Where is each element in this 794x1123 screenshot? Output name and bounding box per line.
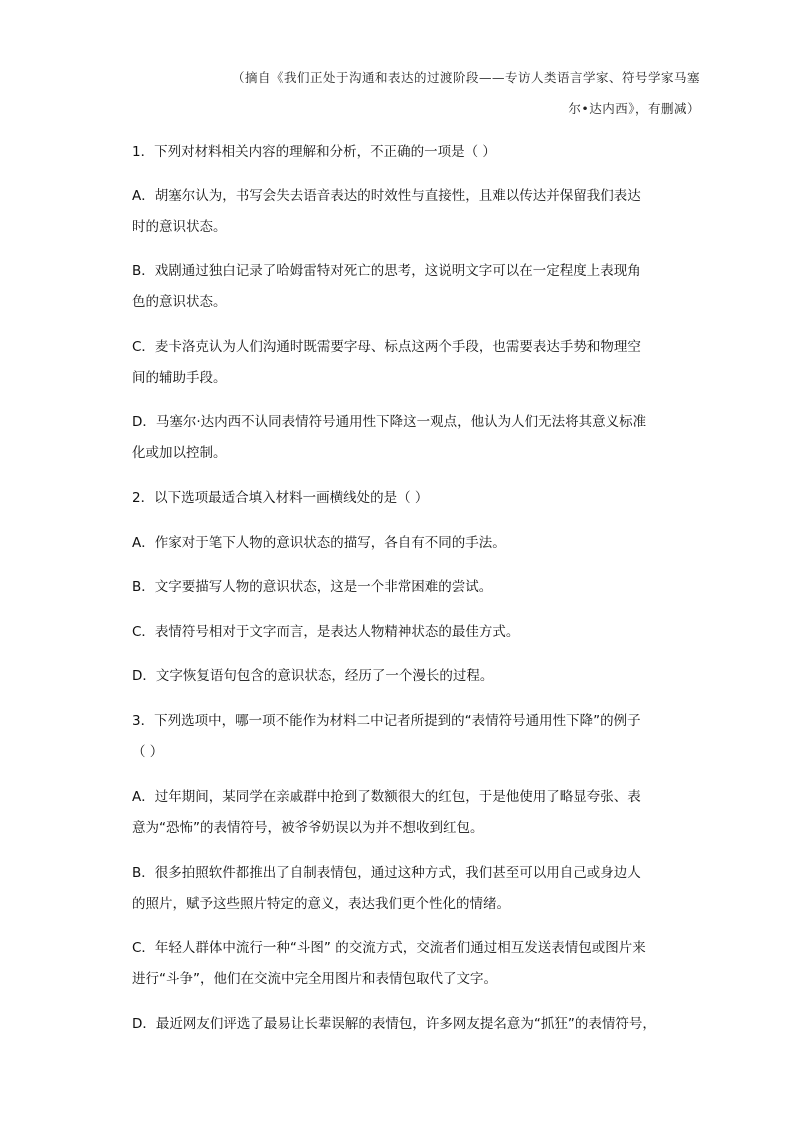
question-3-stem-cont: （ ） xyxy=(132,744,164,760)
source-citation-line-1: （摘自《我们正处于沟通和表达的过渡阶段——专访人类语言学家、符号学家马塞 xyxy=(231,70,700,85)
question-3-option-c: C．年轻人群体中流行一种“斗图” 的交流方式，交流者们通过相互发送表情包或图片来 xyxy=(132,940,646,956)
question-2-option-d: D．文字恢复语句包含的意识状态，经历了一个漫长的过程。 xyxy=(132,668,494,684)
question-2-option-c: C．表情符号相对于文字而言，是表达人物精神状态的最佳方式。 xyxy=(132,624,520,640)
question-2-option-a: A．作家对于笔下人物的意识状态的描写，各自有不同的手法。 xyxy=(132,535,506,551)
question-2-option-b: B．文字要描写人物的意识状态，这是一个非常困难的尝试。 xyxy=(132,579,493,595)
question-1-option-d: D．马塞尔·达内西不认同表情符号通用性下降这一观点，他认为人们无法将其意义标准 xyxy=(132,414,647,430)
question-3-option-b: B．很多拍照软件都推出了自制表情包，通过这种方式，我们甚至可以用自己或身边人 xyxy=(132,865,641,881)
question-1-stem: 1．下列对材料相关内容的理解和分析，不正确的一项是（ ） xyxy=(132,144,496,160)
question-1-option-c-cont: 间的辅助手段。 xyxy=(132,370,227,386)
question-2-stem: 2．以下选项最适合填入材料一画横线处的是（ ） xyxy=(132,490,429,506)
question-1-option-b-cont: 色的意识状态。 xyxy=(132,294,227,310)
question-1-option-c: C．麦卡洛克认为人们沟通时既需要字母、标点这两个手段，也需要表达手势和物理空 xyxy=(132,339,641,355)
question-1-option-d-cont: 化或加以控制。 xyxy=(132,445,227,461)
question-1-option-a-cont: 时的意识状态。 xyxy=(132,219,227,235)
question-1-option-b: B．戏剧通过独白记录了哈姆雷特对死亡的思考，这说明文字可以在一定程度上表现角 xyxy=(132,263,641,279)
source-citation-line-2: 尔•达内西》，有删减） xyxy=(568,101,700,116)
question-3-option-b-cont: 的照片，赋予这些照片特定的意义，表达我们更个性化的情绪。 xyxy=(132,896,510,912)
question-3-option-a: A．过年期间，某同学在亲戚群中抢到了数额很大的红包，于是他使用了略显夸张、表 xyxy=(132,789,641,805)
question-1-option-a: A．胡塞尔认为，书写会失去语音表达的时效性与直接性，且难以传达并保留我们表达 xyxy=(132,188,641,204)
question-3-option-c-cont: 进行“斗争”，他们在交流中完全用图片和表情包取代了文字。 xyxy=(132,971,497,987)
question-3-option-a-cont: 意为“恐怖”的表情符号，被爷爷奶误以为并不想收到红包。 xyxy=(132,820,484,836)
question-3-stem: 3．下列选项中，哪一项不能作为材料二中记者所提到的“表情符号通用性下降”的例子 xyxy=(132,713,641,729)
question-3-option-d: D．最近网友们评选了最易让长辈误解的表情包，许多网友提名意为“抓狂”的表情符号， xyxy=(132,1016,656,1032)
